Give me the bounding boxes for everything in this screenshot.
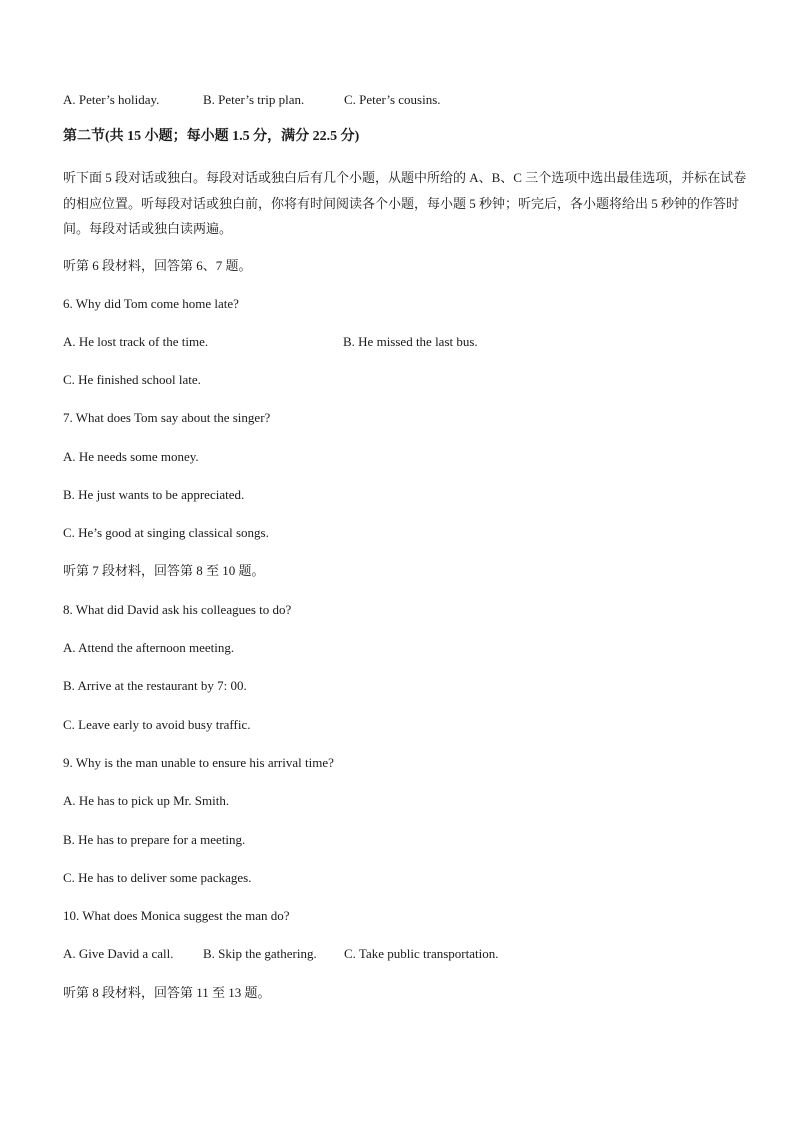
- question-6: 6. Why did Tom come home late?: [63, 296, 239, 311]
- option-a: A. Give David a call.: [63, 946, 174, 961]
- question-7-option-b: B. He just wants to be appreciated.: [63, 487, 245, 502]
- question-7-option-a: A. He needs some money.: [63, 449, 199, 464]
- option-c: C. Peter’s cousins.: [344, 92, 441, 107]
- question-9: 9. Why is the man unable to ensure his arrival time?: [63, 755, 334, 770]
- question-9-option-b: B. He has to prepare for a meeting.: [63, 832, 246, 847]
- question-7: 7. What does Tom say about the singer?: [63, 410, 271, 425]
- section-heading: 第二节(共 15 小题；每小题 1.5 分，满分 22.5 分): [63, 129, 360, 144]
- option-a: A. He lost track of the time.: [63, 334, 209, 349]
- option-b: B. Peter’s trip plan.: [203, 92, 305, 107]
- question-7-option-c: C. He’s good at singing classical songs.: [63, 525, 269, 540]
- section-instructions: 听下面 5 段对话或独白。每段对话或独白后有几个小题，从题中所给的 A、B、C 三个选项中选出最佳选项，并标在试卷的相应位置。听每段对话或独白前，你将有时间阅读各个小题，每小题 5 秒钟；听完后，各小题将给出 5 秒钟的作答时间。每段对话或独白读两遍。: [63, 170, 747, 236]
- option-c: C. Take public transportation.: [344, 946, 499, 961]
- group-8-intro: 听第 8 段材料，回答第 11 至 13 题。: [63, 985, 271, 1000]
- question-6-option-c: C. He finished school late.: [63, 372, 201, 387]
- group-6-intro: 听第 6 段材料，回答第 6、7 题。: [63, 258, 252, 273]
- option-a: A. Peter’s holiday.: [63, 92, 160, 107]
- question-8-option-b: B. Arrive at the restaurant by 7: 00.: [63, 678, 247, 693]
- question-8-option-a: A. Attend the afternoon meeting.: [63, 640, 235, 655]
- option-b: B. Skip the gathering.: [203, 946, 317, 961]
- question-8-option-c: C. Leave early to avoid busy traffic.: [63, 717, 251, 732]
- question-10: 10. What does Monica suggest the man do?: [63, 908, 290, 923]
- question-9-option-c: C. He has to deliver some packages.: [63, 870, 252, 885]
- question-9-option-a: A. He has to pick up Mr. Smith.: [63, 793, 230, 808]
- question-8: 8. What did David ask his colleagues to do?: [63, 602, 292, 617]
- option-b: B. He missed the last bus.: [343, 334, 478, 349]
- group-7-intro: 听第 7 段材料，回答第 8 至 10 题。: [63, 563, 265, 578]
